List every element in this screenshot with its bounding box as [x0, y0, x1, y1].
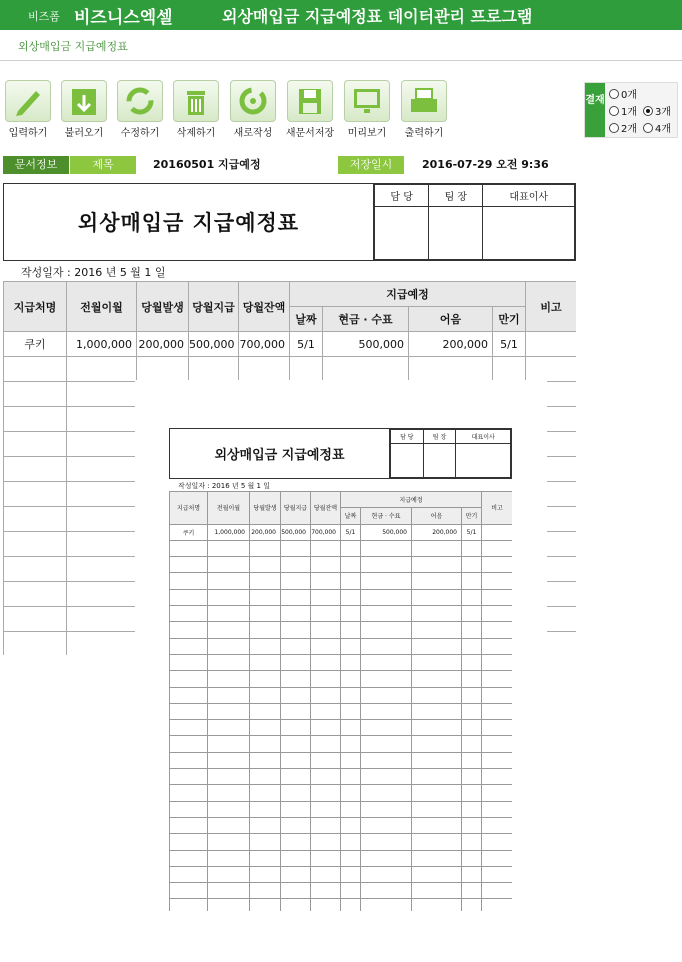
- title-value[interactable]: 20160501 지급예정: [153, 158, 261, 171]
- preview-button[interactable]: 미리보기: [341, 80, 393, 139]
- document-title: 외상매입금 지급예정표: [3, 183, 374, 261]
- doc-info-label: 문서정보: [3, 156, 69, 174]
- col-memo: 비고: [526, 282, 576, 332]
- approval-stamp-box: [373, 183, 576, 261]
- new-icon: [230, 80, 276, 122]
- empty-row[interactable]: [170, 687, 513, 703]
- empty-row[interactable]: [170, 866, 513, 882]
- save-new-button[interactable]: 새문서저장: [284, 80, 336, 139]
- divider: [0, 60, 682, 61]
- approval-tag: 결재: [585, 83, 605, 137]
- empty-row[interactable]: [170, 785, 513, 801]
- empty-row[interactable]: [170, 540, 513, 556]
- empty-row[interactable]: [170, 654, 513, 670]
- empty-row[interactable]: [170, 671, 513, 687]
- saved-label: 저장일시: [338, 156, 404, 174]
- empty-row[interactable]: [170, 817, 513, 833]
- print-button[interactable]: 출력하기: [398, 80, 450, 139]
- load-button[interactable]: 불러오기: [58, 80, 110, 139]
- empty-row[interactable]: [170, 834, 513, 850]
- title-bar: [0, 0, 682, 30]
- signer-1: 담 당: [375, 185, 429, 207]
- refresh-icon: [117, 80, 163, 122]
- approval-option-3[interactable]: 3개: [643, 103, 671, 118]
- empty-row[interactable]: [170, 899, 513, 911]
- trash-icon: [173, 80, 219, 122]
- approval-option-0[interactable]: 0개: [609, 86, 637, 101]
- empty-row[interactable]: [170, 606, 513, 622]
- app-title: 외상매입금 지급예정표 데이터관리 프로그램: [222, 7, 533, 26]
- col-paid: 당월지급: [189, 282, 239, 332]
- table-row[interactable]: 쿠키 1,000,000 200,000 500,000 700,000 5/1 500,000 200,000 5/1: [4, 332, 577, 357]
- brand-logo: 비즈니스엑셀: [74, 8, 173, 28]
- download-icon: [61, 80, 107, 122]
- empty-row[interactable]: [170, 883, 513, 899]
- approval-option-2[interactable]: 2개: [609, 120, 637, 135]
- empty-row[interactable]: [170, 703, 513, 719]
- signer-3: 대표이사: [483, 185, 575, 207]
- input-button[interactable]: 입력하기: [2, 80, 54, 139]
- col-bill: 어음: [409, 307, 493, 332]
- preview-title: 외상매입금 지급예정표: [169, 428, 390, 479]
- approval-option-4[interactable]: 4개: [643, 120, 671, 135]
- col-vendor: 지급처명: [4, 282, 67, 332]
- col-prev: 전월이월: [67, 282, 137, 332]
- empty-row[interactable]: [170, 720, 513, 736]
- preview-date: 작성일자 : 2016 년 5 월 1 일: [178, 482, 270, 490]
- monitor-icon: [344, 80, 390, 122]
- col-occur: 당월발생: [137, 282, 189, 332]
- approval-panel: [584, 82, 678, 138]
- empty-row[interactable]: [4, 357, 577, 382]
- edit-button[interactable]: 수정하기: [114, 80, 166, 139]
- empty-row[interactable]: [170, 769, 513, 785]
- delete-button[interactable]: 삭제하기: [170, 80, 222, 139]
- empty-row[interactable]: [170, 752, 513, 768]
- printer-icon: [401, 80, 447, 122]
- preview-row: 쿠키 1,000,000 200,000 500,000 700,000 5/1 500,000 200,000 5/1: [170, 524, 513, 540]
- col-date: 날짜: [290, 307, 323, 332]
- saved-value: 2016-07-29 오전 9:36: [422, 158, 549, 171]
- col-plan: 지급예정: [290, 282, 526, 307]
- empty-row[interactable]: [170, 589, 513, 605]
- empty-row[interactable]: [170, 736, 513, 752]
- empty-row[interactable]: [170, 622, 513, 638]
- preview-table: 지급처명 전월이월 당월발생 당월지급 당월잔액 지급예정 비고 날짜 현금 · 수표 어음 만기 쿠키 1,000,000 200,000 500,000 700,000 5/1 500,000 200,000 5/1: [169, 491, 512, 911]
- col-cash: 현금 · 수표: [323, 307, 409, 332]
- page-title: 외상매입금 지급예정표: [18, 40, 128, 53]
- save-icon: [287, 80, 333, 122]
- biz-label: 비즈폼: [28, 10, 60, 23]
- preview-stamp-box: 담 당 팀 장 대표이사: [389, 428, 512, 479]
- empty-row[interactable]: [170, 801, 513, 817]
- col-due: 만기: [493, 307, 526, 332]
- title-label: 제목: [70, 156, 136, 174]
- new-button[interactable]: 새로작성: [227, 80, 279, 139]
- col-balance: 당월잔액: [239, 282, 290, 332]
- empty-row[interactable]: [170, 573, 513, 589]
- empty-row[interactable]: [170, 638, 513, 654]
- created-date: 작성일자 : 2016 년 5 월 1 일: [21, 266, 166, 279]
- preview-page: [169, 428, 512, 911]
- empty-row[interactable]: [170, 850, 513, 866]
- approval-option-1[interactable]: 1개: [609, 103, 637, 118]
- empty-row[interactable]: [170, 557, 513, 573]
- signer-2: 팀 장: [429, 185, 483, 207]
- pencil-icon: [5, 80, 51, 122]
